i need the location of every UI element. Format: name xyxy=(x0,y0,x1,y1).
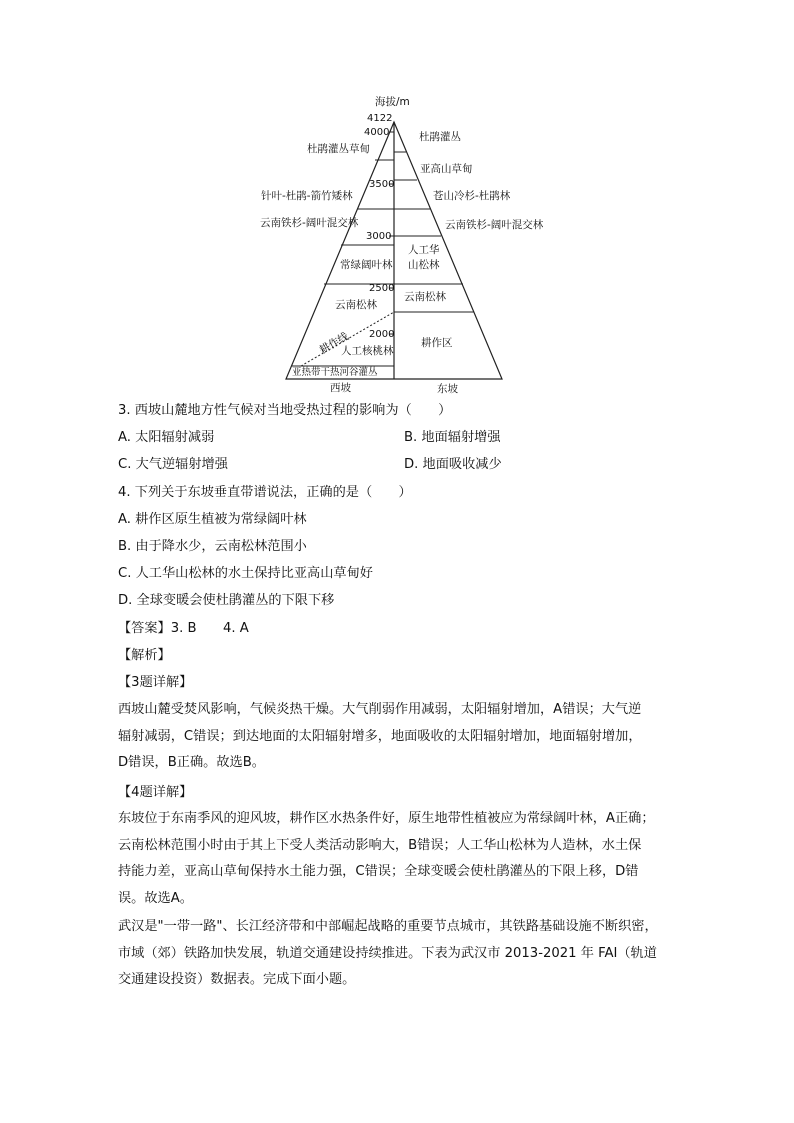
east-zone-label: 山松林 xyxy=(408,259,440,271)
tick-label: 4000 xyxy=(364,127,390,138)
west-zone-label: 针叶-杜鹃-箭竹矮林 xyxy=(261,190,353,202)
question-3-option-a: A. 太阳辐射减弱 xyxy=(118,430,215,445)
east-zone-label: 耕作区 xyxy=(421,337,453,349)
east-zone-label: 云南铁杉-阔叶混交林 xyxy=(445,219,544,231)
question-3-stem: 3. 西坡山麓地方性气候对当地受热过程的影响为（ ） xyxy=(118,403,452,418)
east-zone-label: 杜鹃灌丛 xyxy=(419,131,461,143)
paragraph-line: D错误，B正确。故选B。 xyxy=(118,755,265,770)
west-zone-label: 杜鹃灌丛草甸 xyxy=(307,143,370,155)
east-slope-label: 东坡 xyxy=(437,383,458,395)
question-3-option-b: B. 地面辐射增强 xyxy=(404,430,501,445)
question-3-option-c: C. 大气逆辐射增强 xyxy=(118,457,228,472)
west-zone-label: 常绿阔叶林 xyxy=(340,259,393,271)
tick-label: 3000 xyxy=(366,231,392,242)
cultivation-line-label: 耕作线 xyxy=(317,330,351,357)
detail-3-heading: 【3题详解】 xyxy=(118,675,193,690)
west-slope-label: 西坡 xyxy=(330,382,351,394)
west-zone-label: 云南松林 xyxy=(335,299,377,311)
paragraph-line: 误。故选A。 xyxy=(118,890,193,906)
intro-paragraph xyxy=(118,914,678,994)
axis-title: 海拔/m xyxy=(375,96,410,108)
peak-elevation: 4122 xyxy=(367,113,393,124)
detail-4-heading: 【4题详解】 xyxy=(118,785,193,800)
paragraph-line: 云南松林范围小时由于其上下受人类活动影响大，B错误；人工华山松林为人造林，水土保 xyxy=(118,837,642,853)
east-zone-label: 人工华 xyxy=(408,244,440,256)
paragraph-line: 市域（郊）铁路加快发展，轨道交通建设持续推进。下表为武汉市 2013-2021 年 FAI（轨道 xyxy=(118,945,657,961)
question-4-stem: 4. 下列关于东坡垂直带谱说法，正确的是（ ） xyxy=(118,485,412,500)
east-zone-label: 亚高山草甸 xyxy=(420,163,473,175)
tick-label: 2500 xyxy=(369,283,395,294)
vertical-zonation-diagram xyxy=(0,0,794,400)
paragraph-line: 西坡山麓受焚风影响，气候炎热干燥。大气削弱作用减弱，太阳辐射增加，A错误；大气逆 xyxy=(118,702,642,717)
question-4-option-c: C. 人工华山松林的水土保持比亚高山草甸好 xyxy=(118,566,373,581)
question-4-option-d: D. 全球变暖会使杜鹃灌丛的下限下移 xyxy=(118,593,335,608)
paragraph-line: 持能力差，亚高山草甸保持水土能力强，C错误；全球变暖会使杜鹃灌丛的下限上移，D错 xyxy=(118,864,639,879)
detail-4-paragraph xyxy=(118,806,678,912)
west-zone-label: 人工核桃林 xyxy=(341,345,394,357)
question-4-option-a: A. 耕作区原生植被为常绿阔叶林 xyxy=(118,512,307,527)
detail-3-paragraph xyxy=(118,697,678,777)
paragraph-line: 武汉是"一带一路"、长江经济带和中部崛起战略的重要节点城市，其铁路基础设施不断织密， xyxy=(118,919,658,934)
analysis-heading: 【解析】 xyxy=(118,648,171,663)
paragraph-line: 东坡位于东南季风的迎风坡，耕作区水热条件好，原生地带性植被应为常绿阔叶林，A正确； xyxy=(118,811,655,826)
paragraph-line: 辐射减弱，C错误；到达地面的太阳辐射增多，地面吸收的太阳辐射增加，地面辐射增加， xyxy=(118,728,642,744)
west-zone-label: 云南铁杉-阔叶混交林 xyxy=(260,217,359,229)
east-zone-label: 云南松林 xyxy=(404,291,446,303)
east-zone-label: 苍山冷杉-杜鹃林 xyxy=(433,190,511,202)
tick-label: 2000 xyxy=(369,329,395,340)
west-zone-label: 亚热带干热河谷灌丛 xyxy=(292,367,378,378)
question-3-option-d: D. 地面吸收减少 xyxy=(404,457,502,472)
paragraph-line: 交通建设投资）数据表。完成下面小题。 xyxy=(118,972,356,987)
answer-line: 【答案】3. B 4. A xyxy=(118,621,249,636)
tick-label: 3500 xyxy=(369,179,395,190)
question-4-option-b: B. 由于降水少，云南松林范围小 xyxy=(118,539,307,554)
